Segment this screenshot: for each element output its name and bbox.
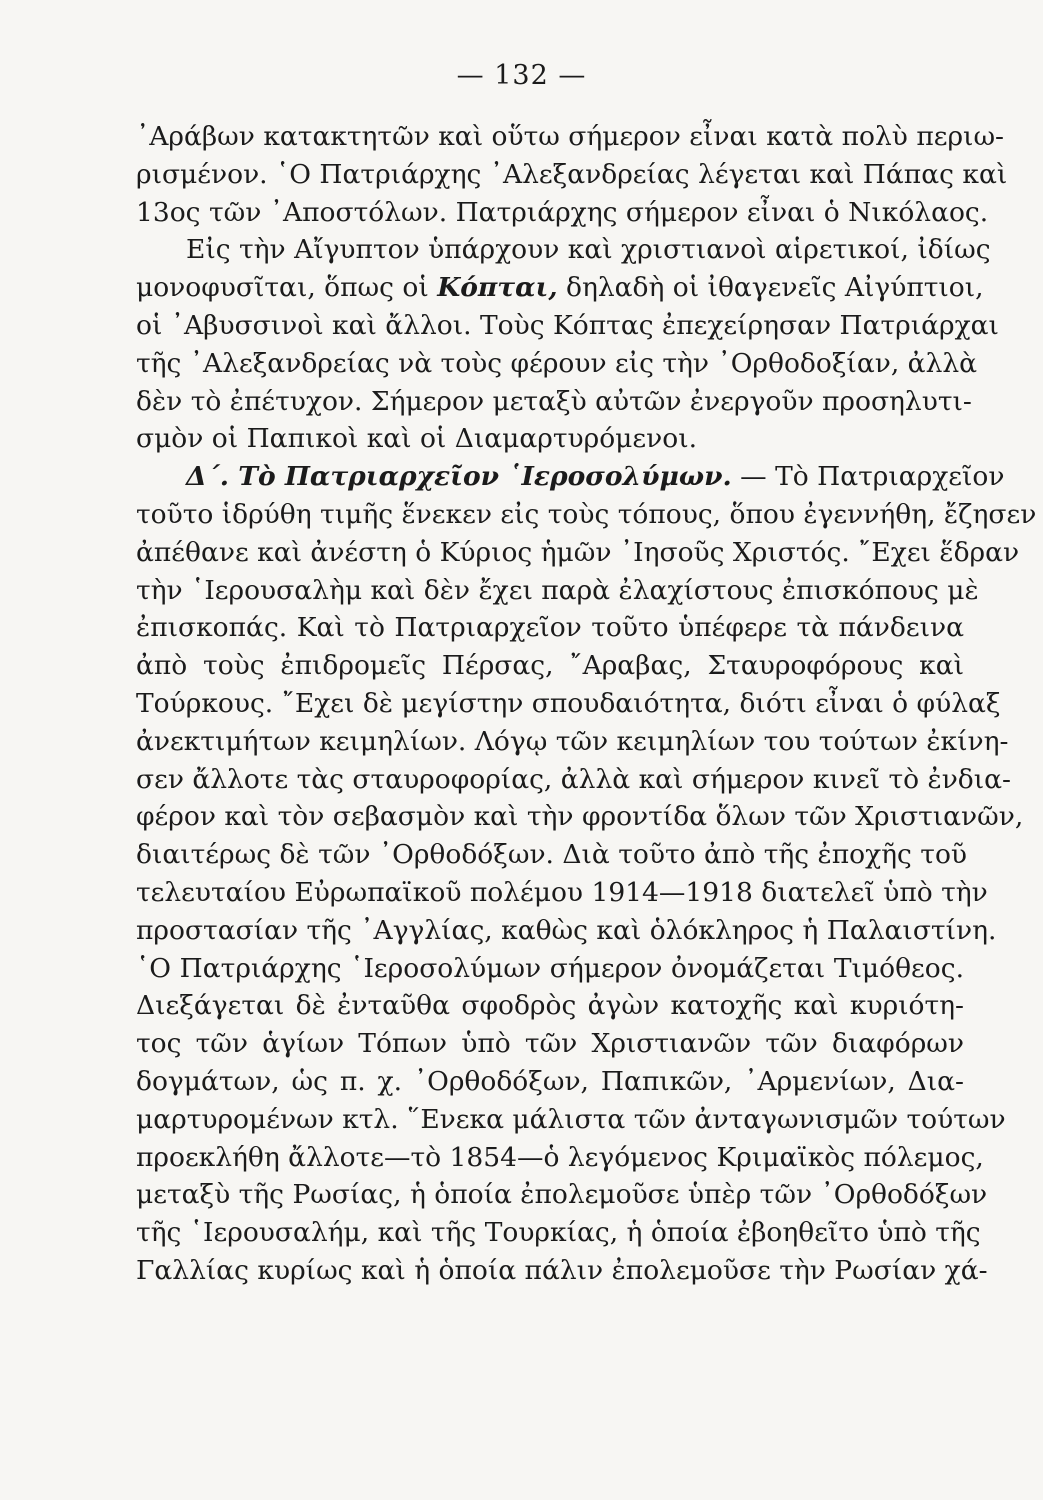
text-line: δογμάτων, ὡς π. χ. ᾽Ορθοδόξων, Παπικῶν, ᾽Αρμενίων, Δια- — [136, 1065, 964, 1097]
text-line: 13ος τῶν ᾽Αποστόλων. Πατριάρχης σήμερον εἶναι ὁ Νικόλαος. — [136, 196, 989, 228]
text-line: οἱ ᾽Αβυσσινοὶ καὶ ἄλλοι. Τοὺς Κόπτας ἐπεχείρησαν Πατριάρχαι — [136, 309, 999, 341]
text-line: ἀπὸ τοὺς ἐπιδρομεῖς Πέρσας, ῎Αραβας, Σταυροφόρους καὶ — [136, 650, 964, 682]
text-line: ἀνεκτιμήτων κειμηλίων. Λόγῳ τῶν κειμηλίων του τούτων ἐκίνη- — [136, 725, 1009, 757]
text-line: προστασίαν τῆς ᾽Αγγλίας, καθὼς καὶ ὁλόκληρος ἡ Παλαιστίνη. — [136, 914, 997, 946]
text-line: Διεξάγεται δὲ ἐνταῦθα σφοδρὸς ἀγὼν κατοχῆς καὶ κυριότη- — [136, 990, 964, 1022]
text-line: φέρον καὶ τὸν σεβασμὸν καὶ τὴν φροντίδα ὅλων τῶν Χριστιανῶν, — [136, 801, 1024, 833]
body-text — [136, 118, 1037, 1290]
text-line: Εἰς τὴν Αἴγυπτον ὑπάρχουν καὶ χριστιανοὶ αἱρετικοί, ἰδίως — [186, 234, 991, 266]
text-line: δὲν τὸ ἐπέτυχον. Σήμερον μεταξὺ αὐτῶν ἐνεργοῦν προσηλυτι- — [136, 385, 972, 417]
text-line: προεκλήθη ἄλλοτε—τὸ 1854—ὁ λεγόμενος Κριμαϊκὸς πόλεμος, — [136, 1141, 984, 1173]
text-line: μαρτυρομένων κτλ. ῞Ενεκα μάλιστα τῶν ἀνταγωνισμῶν τούτων — [136, 1103, 1006, 1135]
text-line: διαιτέρως δὲ τῶν ᾽Ορθοδόξων. Διὰ τοῦτο ἀπὸ τῆς ἐποχῆς τοῦ — [136, 839, 968, 871]
text-line: ᾽Αράβων κατακτητῶν καὶ οὕτω σήμερον εἶναι κατὰ πολὺ περιω- — [136, 121, 1005, 152]
text-line: τῆς ᾽Αλεξανδρείας νὰ τοὺς φέρουν εἰς τὴν ᾽Ορθοδοξίαν, ἀλλὰ — [136, 347, 978, 379]
text-segment: — Τὸ Πατριαρχεῖον — [731, 461, 1005, 493]
emphasized-term: Κόπται, — [437, 272, 558, 304]
text-segment: δηλαδὴ οἱ ἰθαγενεῖς Αἰγύπτιοι, — [557, 272, 984, 304]
text-line: σεν ἄλλοτε τὰς σταυροφορίας, ἀλλὰ καὶ σήμερον κινεῖ τὸ ἐνδια- — [136, 763, 1012, 795]
text-line: ἐπισκοπάς. Καὶ τὸ Πατριαρχεῖον τοῦτο ὑπέφερε τὰ πάνδεινα — [136, 612, 964, 644]
section-heading-line — [136, 458, 1005, 496]
section-heading: Δ΄. Τὸ Πατριαρχεῖον ῾Ιεροσολύμων. — [186, 461, 732, 493]
text-line: σμὸν οἱ Παπικοὶ καὶ οἱ Διαμαρτυρόμενοι. — [136, 423, 698, 455]
text-line: ῾Ο Πατριάρχης ῾Ιεροσολύμων σήμερον ὀνομάζεται Τιμόθεος. — [136, 952, 964, 984]
text-line: ἀπέθανε καὶ ἀνέστη ὁ Κύριος ἡμῶν ᾽Ιησοῦς Χριστός. ῎Εχει ἕδραν — [136, 536, 1020, 568]
text-line-with-emphasis — [136, 269, 984, 307]
text-segment: μονοφυσῖται, ὅπως οἱ — [136, 272, 438, 304]
page-number: — 132 — — [456, 60, 587, 91]
text-line: μεταξὺ τῆς Ρωσίας, ἡ ὁποία ἐπολεμοῦσε ὑπὲρ τῶν ᾽Ορθοδόξων — [136, 1179, 988, 1211]
text-line: τελευταίου Εὐρωπαϊκοῦ πολέμου 1914—1918 διατελεῖ ὑπὸ τὴν — [136, 876, 988, 908]
text-line: Τούρκους. ῎Εχει δὲ μεγίστην σπουδαιότητα, διότι εἶναι ὁ φύλαξ — [136, 687, 1001, 719]
text-line: τος τῶν ἁγίων Τόπων ὑπὸ τῶν Χριστιανῶν τῶν διαφόρων — [136, 1028, 964, 1060]
text-line: τοῦτο ἱδρύθη τιμῆς ἕνεκεν εἰς τοὺς τόπους, ὅπου ἐγεννήθη, ἔζησεν — [136, 498, 1037, 530]
text-line: τῆς ῾Ιερουσαλήμ, καὶ τῆς Τουρκίας, ἡ ὁποία ἐβοηθεῖτο ὑπὸ τῆς — [136, 1217, 981, 1249]
text-line: τὴν ῾Ιερουσαλὴμ καὶ δὲν ἔχει παρὰ ἐλαχίστους ἐπισκόπους μὲ — [136, 574, 979, 606]
text-line: ρισμένον. ῾Ο Πατριάρχης ᾽Αλεξανδρείας λέγεται καὶ Πάπας καὶ — [136, 158, 1008, 190]
text-line: Γαλλίας κυρίως καὶ ἡ ὁποία πάλιν ἐπολεμοῦσε τὴν Ρωσίαν χά- — [136, 1254, 988, 1286]
